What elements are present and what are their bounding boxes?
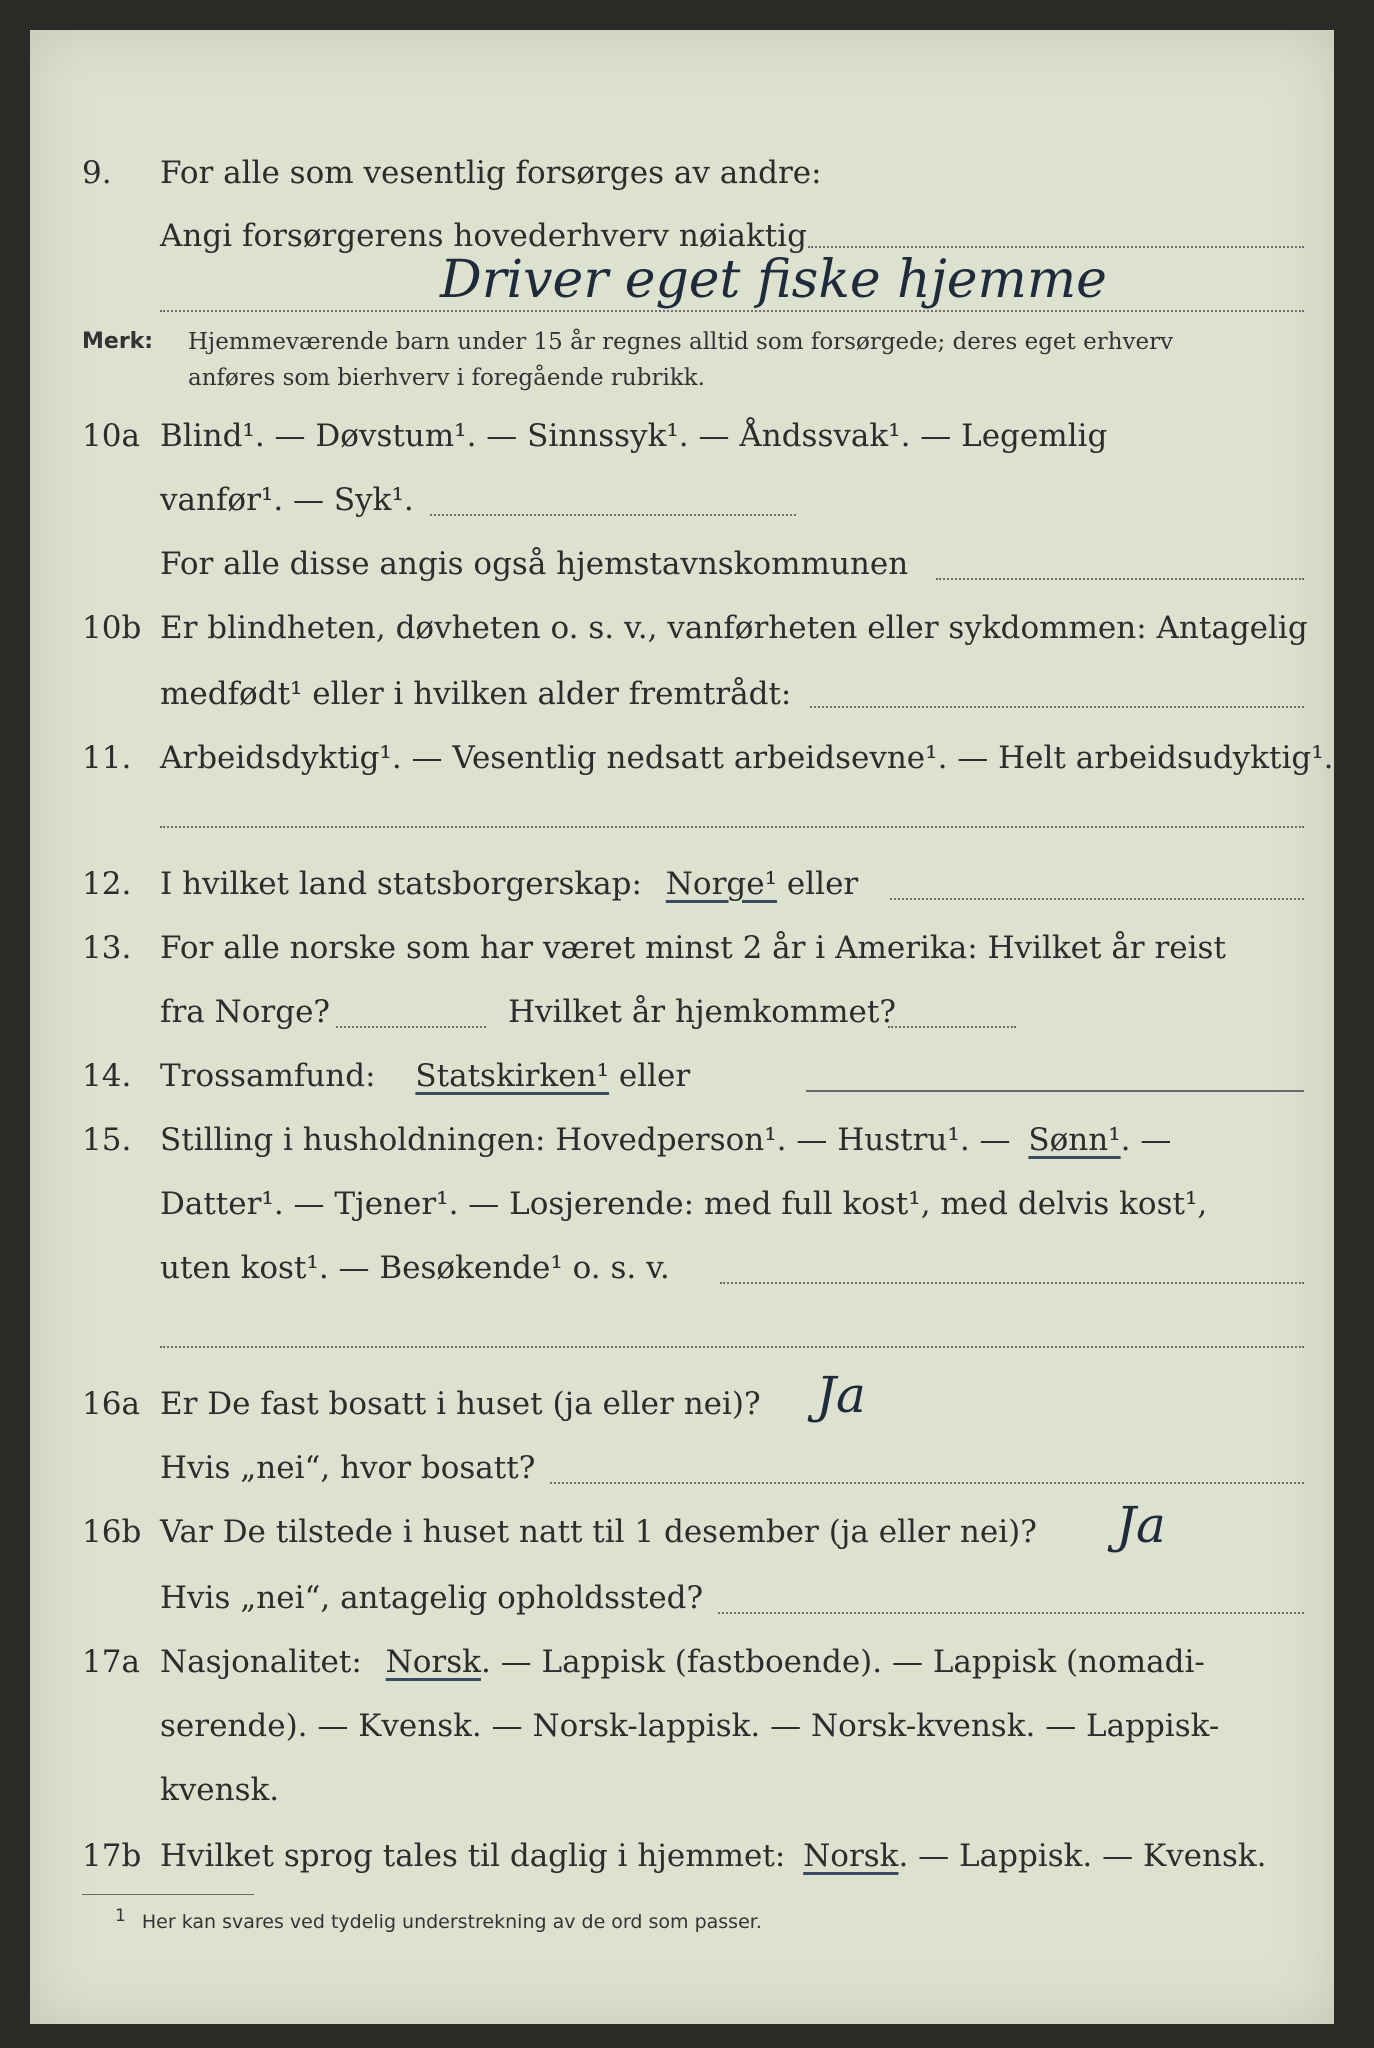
q14-number: 14. [82,1058,132,1094]
q17a-text-1 [160,1644,1205,1680]
merk-text-2: anføres som bierhverv i foregående rubrikk. [188,365,705,391]
q11-number: 11. [82,740,132,776]
q15-text-2: Datter¹. — Tjener¹. — Losjerende: med full kost¹, med delvis kost¹, [160,1186,1208,1222]
q9-dotted-line [808,246,1304,248]
q16b-text-2: Hvis „nei“, antagelig opholdssted? [160,1580,704,1616]
q15-number: 15. [82,1122,132,1158]
q10b-alder-line [810,706,1304,708]
q11-answer-line [160,826,1304,828]
q16b-text-1: Var De tilstede i huset natt til 1 desember (ja eller nei)? [160,1514,1037,1550]
q17a-text-2: serende). — Kvensk. — Norsk-lappisk. — Norsk-kvensk. — Lappisk- [160,1708,1220,1744]
q13-text-1: For alle norske som har været minst 2 år i Amerika: Hvilket år reist [160,930,1226,966]
q9-handwritten-answer[interactable]: Driver eget fiske hjemme [440,250,1107,310]
q16b-handwritten-answer[interactable]: Ja [1116,1496,1166,1554]
q13-reist-line [336,1026,486,1028]
q10a-text-2: vanfør¹. — Syk¹. [160,482,414,518]
q13-text-2b: Hvilket år hjemkommet? [508,994,896,1030]
q14-answer-line [806,1090,1304,1092]
q10b-text-1: Er blindheten, døvheten o. s. v., vanførheten eller sykdommen: Antagelig [160,610,1308,646]
merk-label: Merk: [82,329,154,354]
q16a-bosatt-line [550,1482,1304,1484]
q15-text-3: uten kost¹. — Besøkende¹ o. s. v. [160,1250,670,1286]
q17a-text-1a: Nasjonalitet: [160,1644,362,1680]
q16b-number: 16b [82,1514,142,1550]
q15-text-1 [160,1122,1171,1158]
q9-text-1: For alle som vesentlig forsørges av andre: [160,155,822,191]
q10a-text-3: For alle disse angis også hjemstavnskommunen [160,546,909,582]
q17b-text [160,1838,1267,1874]
q13-number: 13. [82,930,132,966]
q16a-text-1: Er De fast bosatt i huset (ja eller nei)? [160,1386,761,1422]
q9-text-2: Angi forsørgerens hovederhverv nøiaktig [160,218,807,254]
q15-text-1c: . — [1120,1122,1172,1158]
q9-answer-line [160,310,1304,312]
q12-text [160,866,858,902]
q12-question: I hvilket land statsborgerskap: [160,866,642,902]
footnote-text: Her kan svares ved tydelig understrekning av de ord som passer. [141,1911,762,1934]
footnote [115,1906,762,1933]
q16b-opholdssted-line [718,1612,1304,1614]
census-form-page [30,30,1334,2024]
q17a-text-3: kvensk. [160,1772,280,1808]
q17b-number: 17b [82,1838,142,1874]
footnote-mark: 1 [115,1906,126,1926]
q11-text: Arbeidsdyktig¹. — Vesentlig nedsatt arbeidsevne¹. — Helt arbeidsudyktig¹. [160,740,1334,776]
footnote-rule [82,1894,254,1895]
q10b-text-2: medfødt¹ eller i hvilken alder fremtrådt: [160,676,792,712]
q13-hjemkommet-line [888,1026,1016,1028]
q16a-handwritten-answer[interactable]: Ja [816,1366,866,1424]
q16a-text-2: Hvis „nei“, hvor bosatt? [160,1450,536,1486]
q15-option-sonn[interactable]: Sønn¹ [1028,1122,1121,1158]
q17b-option-norsk[interactable]: Norsk [803,1838,899,1874]
q15-answer-line [160,1346,1304,1348]
q12-number: 12. [82,866,132,902]
q12-answer-line [890,898,1304,900]
q10a-number: 10a [82,418,140,454]
q14-option-statskirken[interactable]: Statskirken¹ [415,1058,609,1094]
q14-question: Trossamfund: [160,1058,376,1094]
q16a-number: 16a [82,1386,140,1422]
q17a-number: 17a [82,1644,140,1680]
q14-text [160,1058,690,1094]
q17a-text-1c: . — Lappisk (fastboende). — Lappisk (nomadi- [480,1644,1205,1680]
q17a-option-norsk[interactable]: Norsk [385,1644,481,1680]
q15-text-1a: Stilling i husholdningen: Hovedperson¹. — Hustru¹. — [160,1122,1011,1158]
q15-osv-line [720,1282,1304,1284]
q10a-kommune-line [936,578,1304,580]
q17b-text-1a: Hvilket sprog tales til daglig i hjemmet: [160,1838,786,1874]
q10a-syk-line [430,514,796,516]
q10b-number: 10b [82,610,142,646]
q14-eller: eller [618,1058,691,1094]
q12-option-norge[interactable]: Norge¹ [665,866,778,902]
q13-text-2a: fra Norge? [160,994,331,1030]
q9-number: 9. [82,155,112,191]
q10a-text-1: Blind¹. — Døvstum¹. — Sinnssyk¹. — Åndssvak¹. — Legemlig [160,418,1108,454]
q17b-text-1c: . — Lappisk. — Kvensk. [898,1838,1267,1874]
q12-eller: eller [786,866,859,902]
merk-text-1: Hjemmeværende barn under 15 år regnes alltid som forsørgede; deres eget erhverv [188,329,1174,355]
